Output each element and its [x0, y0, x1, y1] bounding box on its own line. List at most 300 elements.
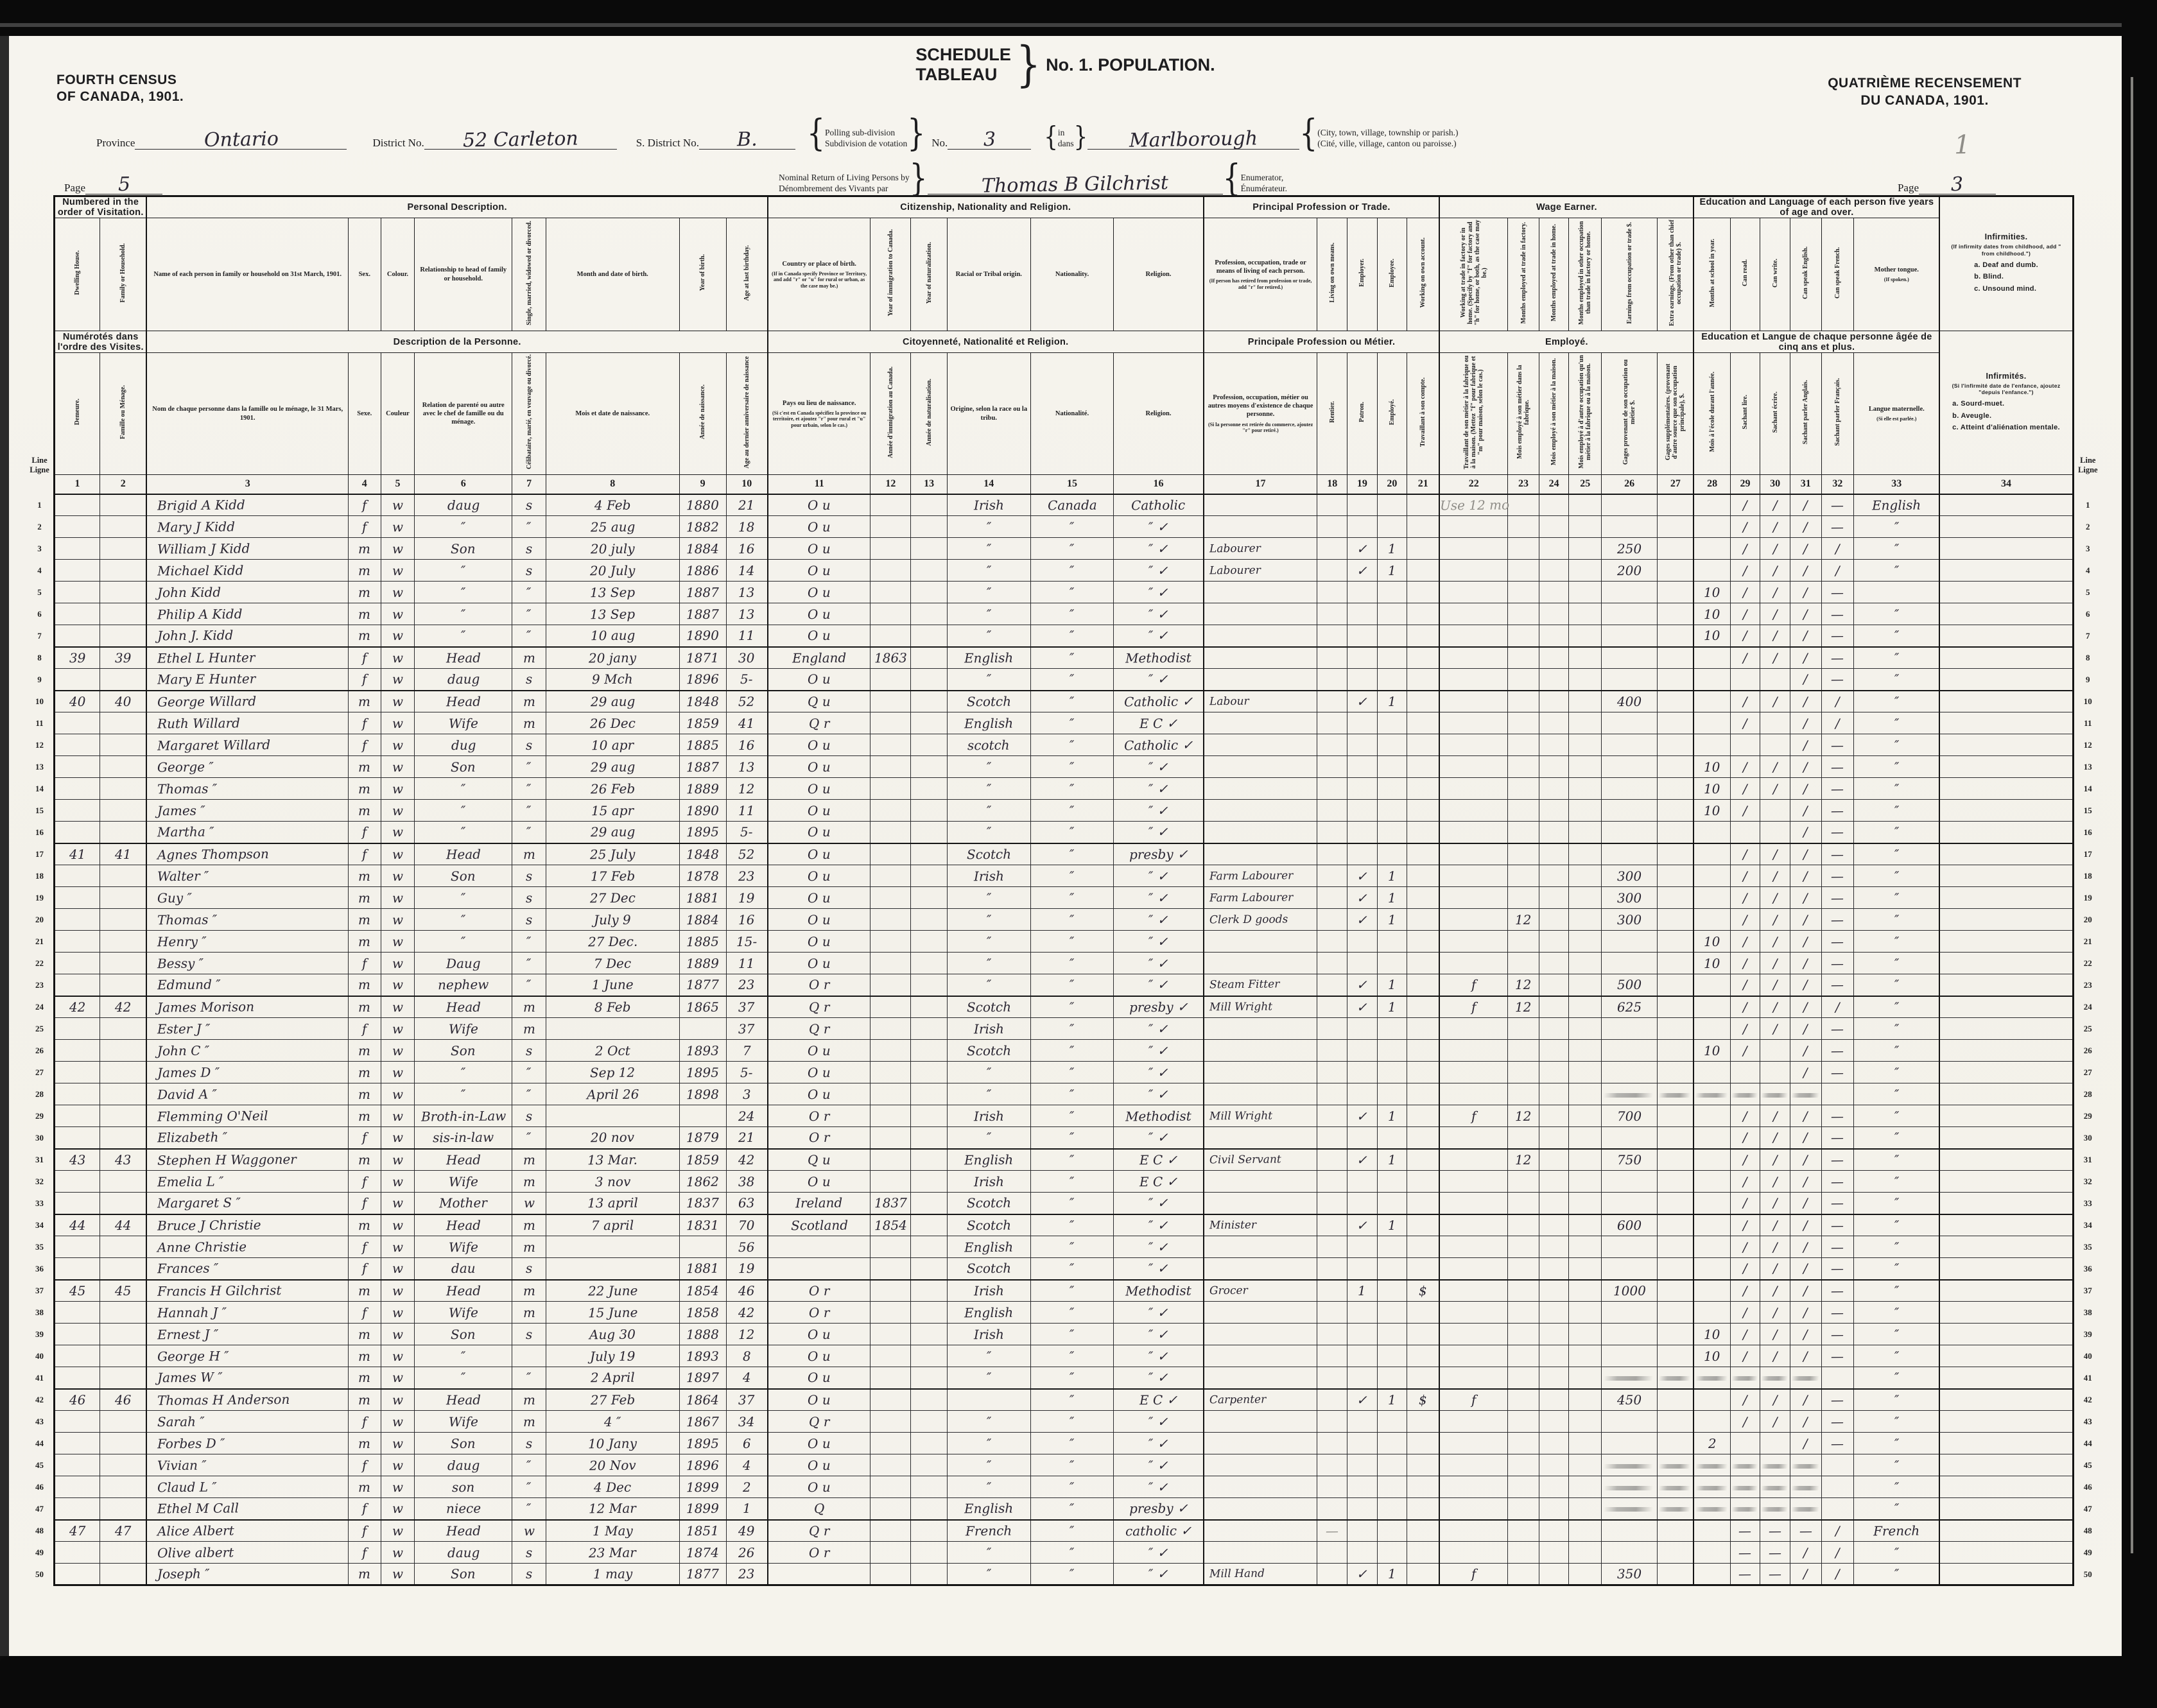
cell-line21-col1	[55, 931, 100, 953]
line-number-right: 50	[2083, 1569, 2092, 1579]
entry-line41-col7: ″	[526, 1370, 532, 1386]
cell-line42-col20	[1377, 1389, 1407, 1411]
cell-line39-col5	[381, 1324, 415, 1345]
cell-line26-col26	[1602, 1040, 1658, 1062]
cell-line13-col25	[1569, 756, 1602, 778]
cell-line21-col21	[1407, 931, 1440, 953]
schedule-brace: }	[1016, 37, 1041, 93]
entry-line34-col17: Minister	[1209, 1218, 1256, 1232]
cell-line42-col7	[512, 1389, 546, 1411]
cell-line48-col29	[1730, 1520, 1760, 1542]
line-number-right: 17	[2083, 849, 2092, 859]
cell-line48-col21	[1407, 1520, 1440, 1542]
person-row	[26, 1542, 2102, 1564]
entry-line44-col7: s	[525, 1435, 533, 1451]
cell-line21-col23	[1508, 931, 1539, 953]
cell-line44-col26	[1602, 1433, 1658, 1454]
line-label-left	[26, 218, 55, 331]
cell-line7-col12	[871, 625, 911, 647]
cell-line45-col16	[1114, 1454, 1204, 1476]
cell-line40-col26	[1602, 1345, 1658, 1367]
col-12-label-en	[871, 218, 911, 331]
entry-line9-col32: —	[1831, 671, 1844, 687]
entry-line29-col7: s	[525, 1108, 533, 1124]
cell-line34-col7	[512, 1214, 546, 1236]
entry-line32-col33: ″	[1894, 1173, 1900, 1189]
entry-line25-col29: /	[1743, 1021, 1747, 1037]
cell-line24-col3	[146, 996, 348, 1018]
cell-line10-col23	[1508, 691, 1539, 712]
cell-line21-col28	[1694, 931, 1730, 953]
entry-line22-col4: f	[361, 955, 367, 971]
cell-line25-col17	[1204, 1018, 1317, 1040]
cell-line42-col32	[1821, 1389, 1854, 1411]
cell-line1-col32	[1821, 494, 1854, 516]
entry-line8-col9: 1871	[686, 650, 720, 666]
cell-line46-col31	[1790, 1476, 1821, 1498]
cell-line11-col17	[1204, 712, 1317, 734]
cell-line49-col14	[947, 1542, 1030, 1564]
cell-line1-col28	[1694, 494, 1730, 516]
cell-line43-col21	[1407, 1411, 1440, 1433]
gutter-cell	[26, 331, 55, 353]
cell-line41-col10	[726, 1367, 768, 1389]
cell-line16-col12	[871, 822, 911, 843]
entry-line38-col31: /	[1803, 1304, 1808, 1320]
entry-line42-col11: O u	[808, 1392, 831, 1408]
entry-line18-col19: ✓	[1356, 868, 1368, 884]
entry-line16-col10: 5-	[740, 824, 754, 840]
cell-line16-col31	[1790, 822, 1821, 843]
cell-line34-col30	[1760, 1214, 1790, 1236]
cell-line35-col7	[512, 1236, 546, 1258]
cell-line4-col22	[1439, 560, 1507, 582]
entry-line18-col6: Son	[451, 868, 476, 884]
cell-line24-col19	[1347, 996, 1378, 1018]
cell-line5-col13	[911, 582, 948, 603]
entry-line9-col6: daug	[447, 671, 480, 687]
cell-line12-col18	[1317, 734, 1347, 756]
cell-line29-col14	[947, 1105, 1030, 1127]
cell-line21-col31	[1790, 931, 1821, 953]
cell-line46-col28	[1694, 1476, 1730, 1498]
entry-line37-col6: Head	[446, 1282, 481, 1298]
entry-line37-col3: Francis H Gilchrist	[157, 1282, 282, 1299]
cell-line32-col5	[381, 1171, 415, 1193]
entry-line16-col33: ″	[1894, 824, 1900, 840]
entry-line8-col3: Ethel L Hunter	[157, 650, 256, 666]
cell-line17-col22	[1439, 843, 1507, 865]
cell-line48-col1	[55, 1520, 100, 1542]
in-label-fr: dans	[1057, 139, 1074, 149]
title-french-line1: QUATRIÈME RECENSEMENT	[1828, 76, 2022, 91]
col-24-label-fr	[1539, 353, 1569, 475]
cell-line10-col33	[1854, 691, 1940, 712]
col-32-label-text: Sachant parler Français.	[1833, 378, 1841, 446]
line-label-left	[26, 353, 55, 475]
cell-line38-col30	[1760, 1302, 1790, 1324]
cell-line6-col20	[1377, 603, 1407, 625]
col-number-33: 33	[1854, 475, 1940, 494]
cell-line18-col5	[381, 865, 415, 887]
col-6-label-text: Relation de parenté ou autre avec le chef de famille ou du ménage.	[422, 401, 505, 426]
cell-line44-col8	[546, 1433, 679, 1454]
entry-line21-col30: /	[1772, 933, 1778, 949]
cell-line50-col15	[1030, 1564, 1114, 1585]
entry-line44-col4: m	[358, 1435, 371, 1451]
cell-line22-col24	[1539, 953, 1569, 974]
entry-line8-col2: 39	[114, 650, 132, 666]
entry-line38-col29: /	[1743, 1304, 1747, 1320]
entry-line42-col32: —	[1831, 1392, 1844, 1408]
entry-line36-col32: —	[1831, 1261, 1844, 1277]
cell-line47-col13	[911, 1498, 948, 1520]
cell-line12-col21	[1407, 734, 1440, 756]
cell-line33-col15	[1030, 1193, 1114, 1214]
cell-line23-col3	[146, 974, 348, 996]
cell-line25-col32	[1821, 1018, 1854, 1040]
cell-line25-col19	[1347, 1018, 1378, 1040]
cell-line19-col12	[871, 887, 911, 909]
cell-line13-col27	[1658, 756, 1694, 778]
entry-line13-col8: 29 aug	[590, 759, 636, 775]
cell-line48-col27	[1658, 1520, 1694, 1542]
person-row	[26, 712, 2102, 734]
cell-line11-col29	[1730, 712, 1760, 734]
cell-line29-col7	[512, 1105, 546, 1127]
entry-line24-col19: ✓	[1356, 999, 1368, 1015]
entry-line43-col29: /	[1743, 1413, 1747, 1429]
cell-line9-col18	[1317, 669, 1347, 691]
entry-line43-col31: /	[1803, 1413, 1808, 1429]
entry-line21-col16: ″ ✓	[1148, 933, 1168, 949]
cell-line17-col34	[1939, 843, 2073, 865]
cell-line21-col20	[1377, 931, 1407, 953]
entry-line43-col5: w	[392, 1413, 404, 1429]
gutter-cell	[2073, 196, 2102, 218]
entry-line42-col30: /	[1772, 1392, 1778, 1408]
cell-line32-col19	[1347, 1171, 1378, 1193]
cell-line36-col30	[1760, 1258, 1790, 1280]
cell-line11-col21	[1407, 712, 1440, 734]
cell-line19-col11	[768, 887, 871, 909]
cell-line26-col9	[679, 1040, 726, 1062]
cell-line11-col8	[546, 712, 679, 734]
cell-line7-col27	[1658, 625, 1694, 647]
cell-line49-col2	[100, 1542, 146, 1564]
cell-line14-col26	[1602, 778, 1658, 800]
cell-line45-col31	[1790, 1454, 1821, 1476]
cell-line37-col10	[726, 1280, 768, 1302]
cell-line21-col19	[1347, 931, 1378, 953]
cell-line14-col15	[1030, 778, 1114, 800]
entry-line13-col16: ″ ✓	[1148, 759, 1168, 775]
cell-line39-col25	[1569, 1324, 1602, 1345]
entry-line4-col20: 1	[1387, 562, 1396, 578]
cell-line8-col21	[1407, 647, 1440, 669]
page-right-value: 3	[1951, 173, 1964, 196]
cell-line3-col26	[1602, 538, 1658, 560]
entry-line17-col1: 41	[69, 846, 86, 862]
entry-line33-col33: ″	[1894, 1195, 1900, 1211]
col-number-7: 7	[512, 475, 546, 494]
cell-line23-col28	[1694, 974, 1730, 996]
cell-line25-col29	[1730, 1018, 1760, 1040]
cell-line35-col33	[1854, 1236, 1940, 1258]
cell-line30-col19	[1347, 1127, 1378, 1149]
cell-line10-col22	[1439, 691, 1507, 712]
infirmities-list	[1952, 398, 2060, 434]
cell-line47-col34	[1939, 1498, 2073, 1520]
cell-line8-col8	[546, 647, 679, 669]
person-row	[26, 1345, 2102, 1367]
cell-line9-col1	[55, 669, 100, 691]
entry-line16-col15: ″	[1070, 824, 1075, 840]
col-number-26: 26	[1602, 475, 1658, 494]
line-number-left: 15	[35, 805, 44, 815]
page-right-label: Page	[1897, 182, 1919, 194]
enumerator-label-fr: Énumérateur.	[1240, 184, 1288, 194]
entry-line37-col1: 45	[69, 1282, 86, 1298]
cell-line29-col8	[546, 1105, 679, 1127]
cell-line39-col30	[1760, 1324, 1790, 1345]
entry-line11-col14: English	[964, 715, 1014, 731]
cell-line44-col25	[1569, 1433, 1602, 1454]
entry-line50-col6: Son	[451, 1566, 476, 1582]
cell-line14-col28	[1694, 778, 1730, 800]
cell-line29-col18	[1317, 1105, 1347, 1127]
subdistrict-group	[636, 128, 795, 151]
cell-line34-col21	[1407, 1214, 1440, 1236]
cell-line28-col19	[1347, 1083, 1378, 1105]
entry-line20-col11: O u	[808, 911, 831, 927]
cell-line45-col7	[512, 1454, 546, 1476]
cell-line36-col24	[1539, 1258, 1569, 1280]
entry-line5-col8: 13 Sep	[590, 584, 636, 600]
cell-line31-col18	[1317, 1149, 1347, 1171]
cell-line12-col15	[1030, 734, 1114, 756]
entry-line13-col33: ″	[1894, 759, 1900, 775]
entry-line30-col4: f	[361, 1130, 367, 1146]
col-number-32: 32	[1821, 475, 1854, 494]
cell-line46-col11	[768, 1476, 871, 1498]
cell-line46-col29	[1730, 1476, 1760, 1498]
cell-line14-col25	[1569, 778, 1602, 800]
entry-line43-col15: ″	[1070, 1413, 1075, 1429]
entry-line36-col5: w	[392, 1261, 404, 1277]
entry-line23-col30: /	[1772, 977, 1778, 993]
cell-line46-col18	[1317, 1476, 1347, 1498]
col-1-label-text: Dwelling House.	[74, 250, 82, 295]
cell-line14-col16	[1114, 778, 1204, 800]
cell-line29-col30	[1760, 1105, 1790, 1127]
cell-line32-col30	[1760, 1171, 1790, 1193]
cell-line5-col14	[947, 582, 1030, 603]
cell-line44-col15	[1030, 1433, 1114, 1454]
col-27-label-text: Extra earnings. (From other than chief occupation or trade) $.	[1668, 220, 1683, 326]
line-number-left: 44	[35, 1438, 44, 1448]
cell-line50-col4	[348, 1564, 381, 1585]
cell-line13-col14	[947, 756, 1030, 778]
cell-line16-col28	[1694, 822, 1730, 843]
cell-line45-col10	[726, 1454, 768, 1476]
line-number-left: 47	[35, 1503, 44, 1514]
line-number-left: 41	[35, 1372, 44, 1383]
col-27-label-en	[1658, 218, 1694, 331]
cell-line14-col20	[1377, 778, 1407, 800]
cell-line34-col2	[100, 1214, 146, 1236]
cell-line29-col10	[726, 1105, 768, 1127]
cell-line36-col33	[1854, 1258, 1940, 1280]
cell-line30-col32	[1821, 1127, 1854, 1149]
entry-line18-col8: 17 Feb	[590, 868, 635, 884]
cell-line10-col3	[146, 691, 348, 712]
cell-line35-col11	[768, 1236, 871, 1258]
cell-line12-col11	[768, 734, 871, 756]
entry-line23-col11: O r	[808, 977, 830, 993]
line-number-right: 15	[2083, 805, 2092, 815]
col-25-label-text: Months employed in other occupation than trade in factory or home.	[1578, 221, 1593, 325]
col-number-28: 28	[1694, 475, 1730, 494]
cell-line40-col34	[1939, 1345, 2073, 1367]
entry-line30-col3: Elizabeth ″	[157, 1129, 228, 1146]
cell-line28-col24	[1539, 1083, 1569, 1105]
cell-line28-col6	[415, 1083, 512, 1105]
entry-line17-col14: Scotch	[966, 846, 1011, 863]
entry-line32-col30: /	[1772, 1173, 1778, 1189]
entry-line44-col11: O u	[808, 1435, 831, 1451]
cell-line47-col28	[1694, 1498, 1730, 1520]
cell-line45-col33	[1854, 1454, 1940, 1476]
page-left-value: 5	[117, 173, 130, 196]
entry-line1-col31: /	[1803, 497, 1808, 513]
cell-line26-col6	[415, 1040, 512, 1062]
cell-line4-col25	[1569, 560, 1602, 582]
cell-line14-col9	[679, 778, 726, 800]
cell-line35-col8	[546, 1236, 679, 1258]
entry-line28-col4: m	[358, 1086, 371, 1102]
cell-line50-col29	[1730, 1564, 1760, 1585]
entry-line39-col9: 1888	[686, 1326, 720, 1342]
cell-line20-col6	[415, 909, 512, 931]
enumerator-value: Thomas B Gilchrist	[981, 171, 1169, 198]
cell-line25-col23	[1508, 1018, 1539, 1040]
col-16-label-text: Religion.	[1145, 410, 1172, 417]
cell-line30-col22	[1439, 1127, 1507, 1149]
cell-line4-col23	[1508, 560, 1539, 582]
entry-line26-col15: ″	[1070, 1042, 1075, 1058]
cell-line38-col12	[871, 1302, 911, 1324]
cell-line35-col6	[415, 1236, 512, 1258]
entry-line38-col11: O r	[808, 1304, 830, 1320]
cell-line25-col20	[1377, 1018, 1407, 1040]
cell-line4-col11	[768, 560, 871, 582]
col-29-label-fr	[1730, 353, 1760, 475]
cell-line14-col2	[100, 778, 146, 800]
nominal-labels	[779, 173, 910, 194]
cell-line33-col23	[1508, 1193, 1539, 1214]
cell-line29-col31	[1790, 1105, 1821, 1127]
line-number-left: 1	[37, 499, 42, 510]
cell-line49-col7	[512, 1542, 546, 1564]
entry-line48-col18: —	[1326, 1523, 1339, 1539]
cell-line41-col4	[348, 1367, 381, 1389]
entry-line4-col3: Michael Kidd	[157, 562, 244, 579]
cell-line4-col14	[947, 560, 1030, 582]
entry-line12-col16: Catholic ✓	[1123, 737, 1193, 753]
entry-line41-col9: 1897	[686, 1370, 720, 1386]
cell-line36-col25	[1569, 1258, 1602, 1280]
entry-line13-col28: 10	[1704, 759, 1720, 775]
cell-line17-col26	[1602, 843, 1658, 865]
cell-line8-col23	[1508, 647, 1539, 669]
cell-line31-col19	[1347, 1149, 1378, 1171]
cell-line22-col20	[1377, 953, 1407, 974]
cell-line26-col14	[947, 1040, 1030, 1062]
cell-line1-col1	[55, 494, 100, 516]
cell-line33-col8	[546, 1193, 679, 1214]
entry-line33-col29: /	[1743, 1195, 1747, 1211]
entry-line41-col6: ″	[460, 1370, 466, 1386]
cell-line12-col9	[679, 734, 726, 756]
cell-line48-col19	[1347, 1520, 1378, 1542]
cell-line13-col23	[1508, 756, 1539, 778]
cell-line14-col12	[871, 778, 911, 800]
entry-line49-col16: ″ ✓	[1148, 1544, 1168, 1560]
entry-line44-col28: 2	[1708, 1435, 1717, 1451]
cell-line8-col15	[1030, 647, 1114, 669]
cell-line49-col11	[768, 1542, 871, 1564]
entry-line8-col5: w	[392, 650, 404, 666]
cell-line3-col13	[911, 538, 948, 560]
cell-line49-col8	[546, 1542, 679, 1564]
entry-line7-col10: 11	[738, 628, 756, 644]
cell-line41-col1	[55, 1367, 100, 1389]
cell-line32-col21	[1407, 1171, 1440, 1193]
entry-line16-col7: ″	[526, 824, 532, 840]
entry-line37-col19: 1	[1358, 1282, 1367, 1298]
cell-line10-col24	[1539, 691, 1569, 712]
cell-line21-col4	[348, 931, 381, 953]
entry-line14-col33: ″	[1894, 781, 1900, 797]
entry-line21-col5: w	[392, 933, 404, 949]
cell-line15-col30	[1760, 800, 1790, 822]
cell-line3-col23	[1508, 538, 1539, 560]
cell-line44-col20	[1377, 1433, 1407, 1454]
cell-line17-col28	[1694, 843, 1730, 865]
entry-line42-col2: 46	[114, 1392, 132, 1408]
entry-line48-col32: /	[1835, 1523, 1840, 1539]
cell-line45-col27	[1658, 1454, 1694, 1476]
cell-line42-col17	[1204, 1389, 1317, 1411]
cell-line41-col27	[1658, 1367, 1694, 1389]
cell-line7-col34	[1939, 625, 2073, 647]
person-row	[26, 1367, 2102, 1389]
cell-line38-col21	[1407, 1302, 1440, 1324]
entry-line7-col6: ″	[460, 628, 466, 644]
entry-line19-col19: ✓	[1356, 890, 1368, 906]
cell-line47-col6	[415, 1498, 512, 1520]
cell-line35-col30	[1760, 1236, 1790, 1258]
cell-line37-col26	[1602, 1280, 1658, 1302]
entry-line10-col29: /	[1743, 693, 1747, 709]
cell-line10-col27	[1658, 691, 1694, 712]
entry-line47-col3: Ethel M Call	[157, 1500, 239, 1517]
cell-line27-col15	[1030, 1062, 1114, 1083]
entry-line19-col30: /	[1772, 890, 1778, 906]
cell-line8-col4	[348, 647, 381, 669]
district-group	[372, 127, 616, 152]
